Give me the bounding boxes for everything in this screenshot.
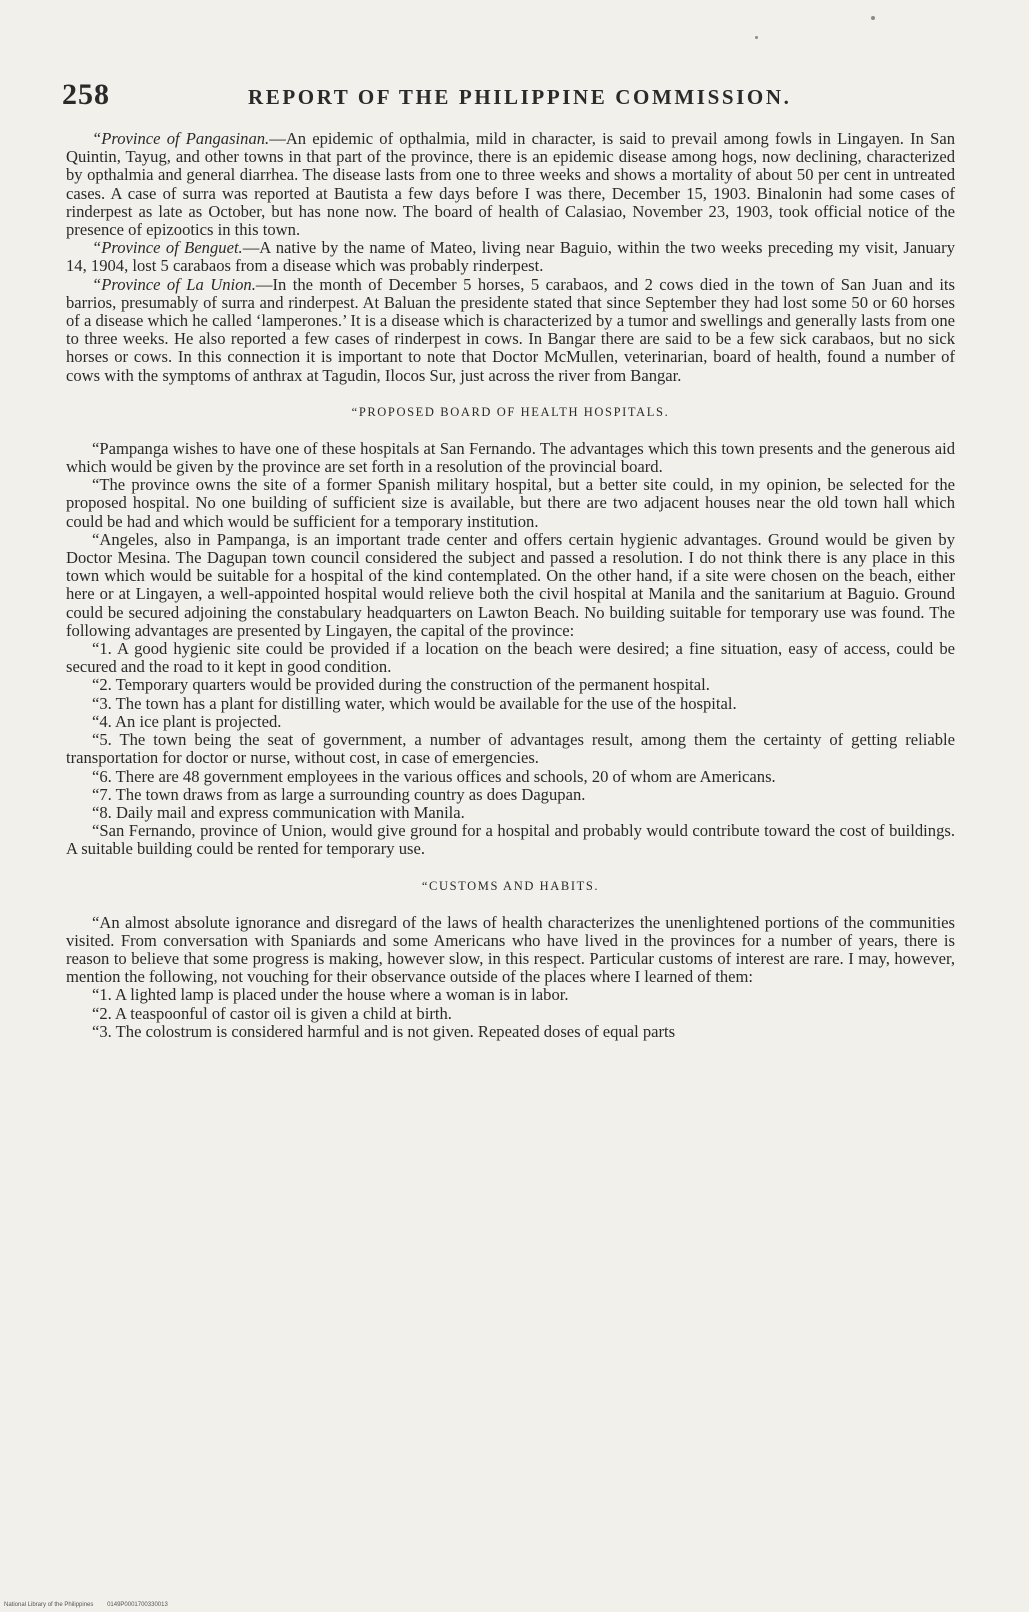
page-header	[62, 78, 962, 112]
list-item: “3. The town has a plant for distilling water, which would be available for the use of the hospital.	[92, 693, 737, 713]
list-item: “1. A good hygienic site could be provided if a location on the beach were desired; a fine situation, easy of access, could be secured and the road to it kept in good condition.	[66, 639, 955, 677]
paragraph: “Pampanga wishes to have one of these hospitals at San Fernando. The advantages which this town presents and the generous aid which would be given by the province are set forth in a resolution of the provincial board.	[66, 438, 955, 477]
list-item: “2. Temporary quarters would be provided during the construction of the permanent hospital.	[92, 675, 710, 695]
list-item: “7. The town draws from as large a surrounding country as does Dagupan.	[92, 784, 586, 804]
section-heading-hospitals: “PROPOSED BOARD OF HEALTH HOSPITALS.	[351, 404, 670, 419]
paragraph: “San Fernando, province of Union, would give ground for a hospital and probably would contribute toward the cost of buildings. A suitable building could be rented for temporary use.	[66, 821, 955, 859]
province-name: “Province of Pangasinan.	[92, 129, 270, 148]
page-number: 258	[62, 78, 110, 111]
list-item: “5. The town being the seat of government, a number of advantages result, among them the certainty of getting reliable transportation for doctor or nurse, without cost, in case of emergencies.	[66, 730, 955, 768]
paragraph-benguet	[66, 239, 955, 275]
paragraph: “Angeles, also in Pampanga, is an important trade center and offers certain hygienic advantages. Ground would be given by Doctor Mesina. The Dagupan town council considered the subject and passed a resolution. I do not think there is any place in this town which would be suitable for a hospital of the kind contemplated. On the other hand, if a site were chosen on the beach, either here or at Lingayen, a well-appointed hospital would relieve both the civil hospital at Manila and the sanitarium at Baguio. Ground could be secured adjoining the constabulary headquarters on Lawton Beach. No building suitable for temporary use was found. The following advantages are presented by Lingayen, the capital of the province:	[66, 529, 955, 640]
list-item: “3. The colostrum is considered harmful and is not given. Repeated doses of equal parts	[92, 1021, 676, 1041]
list-item: “6. There are 48 government employees in the various offices and schools, 20 of whom are Americans.	[92, 766, 776, 786]
section-heading-customs: “CUSTOMS AND HABITS.	[421, 878, 600, 893]
body-text	[66, 130, 955, 1041]
list-item: “2. A teaspoonful of castor oil is given a child at birth.	[92, 1003, 452, 1023]
province-name: “Province of La Union.	[92, 274, 256, 294]
scan-id: 0149P0001700330013	[107, 1602, 168, 1608]
paragraph-pangasinan	[66, 130, 955, 239]
running-head: REPORT OF THE PHILIPPINE COMMISSION.	[248, 85, 792, 109]
scan-speck	[871, 16, 875, 20]
paragraph-text: —A native by the name of Mateo, living near Baguio, within the two weeks preceding my visit, January 14, 1904, lost 5 carabaos from a disease which was probably rinderpest.	[66, 238, 955, 276]
paragraph: “The province owns the site of a former Spanish military hospital, but a better site could, in my opinion, be selected for the proposed hospital. No one building of sufficient size is available, but there are two adjacent houses near the old town hall which could be had and which would be sufficient for a temporary institution.	[66, 475, 955, 531]
paragraph-la-union	[66, 276, 955, 385]
paragraph: “An almost absolute ignorance and disregard of the laws of health characterizes the unenlightened portions of the communities visited. From conversation with Spaniards and some Americans who have lived in the provinces for a number of years, there is reason to believe that some progress is making, however slow, in this respect. Particular customs of interest are rare. I may, however, mention the following, not vouching for their observance outside of the places where I learned of them:	[66, 912, 955, 987]
province-name: “Province of Benguet.	[92, 238, 243, 258]
scan-footer	[4, 1602, 180, 1608]
library-name: National Library of the Philippines	[4, 1602, 94, 1608]
paragraph-text: —An epidemic of opthalmia, mild in character, is said to prevail among fowls in Lingayen. In San Quintin, Tayug, and other towns in that part of the province, there is an epidemic disease among hogs, now declining, characterized by opthalmia and general diarrhea. The disease lasts from one to three weeks and shows a mortality of about 50 per cent in untreated cases. A case of surra was reported at Bautista a few days before I was there, December 15, 1903. Binalonin had some cases of rinderpest as late as October, but has none now. The board of health of Calasiao, November 23, 1903, took official notice of the presence of epizootics in this town.	[66, 129, 956, 240]
list-item: “4. An ice plant is projected.	[92, 711, 282, 731]
list-item: “8. Daily mail and express communication with Manila.	[92, 802, 465, 822]
scan-speck	[755, 36, 758, 39]
paragraph-text: —In the month of December 5 horses, 5 carabaos, and 2 cows died in the town of San Juan and its barrios, presumably of surra and rinderpest. At Baluan the presidente stated that since September they had lost some 50 or 60 horses of a disease which he called ‘lamperones.’ It is a disease which is characterized by a tumor and swellings and generally lasts from one to three weeks. He also reported a few cases of rinderpest in cows. In Bangar there are said to be a few sick carabaos, but no sick horses or cows. In this connection it is important to note that Doctor McMullen, veterinarian, board of health, found a number of cows with the symptoms of anthrax at Tagudin, Ilocos Sur, just across the river from Bangar.	[66, 274, 955, 385]
list-item: “1. A lighted lamp is placed under the house where a woman is in labor.	[92, 985, 569, 1005]
